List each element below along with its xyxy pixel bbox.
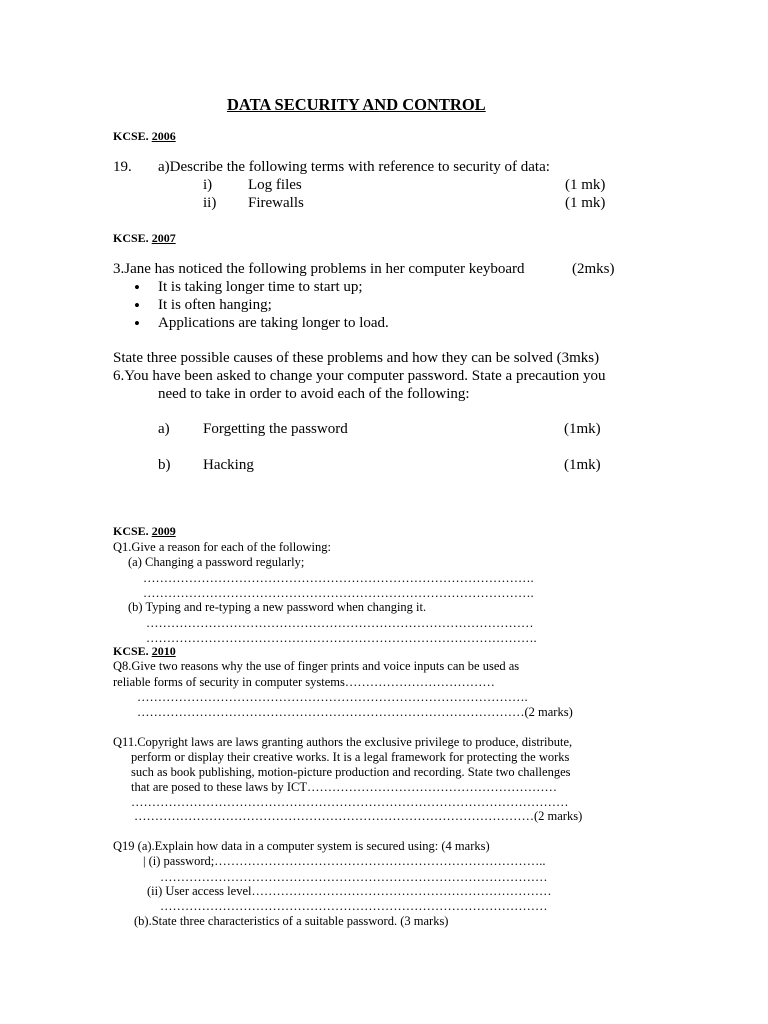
answer-dots: …………………………………………………………………………………(2 marks) [137,705,573,719]
answer-dots: ……………………………………………………………………………………(2 marks) [134,809,583,823]
bullet-item: • Applications are taking longer to load. [158,315,389,332]
question-text: Q8.Give two reasons why the use of finger prints and voice inputs can be used as [113,659,520,673]
question-text: Q11.Copyright laws are laws granting authors the exclusive privilege to produce, distribute, [113,735,573,749]
item-number: ii) [203,195,217,211]
year-heading-2009 [113,524,176,539]
kcse-label: KCSE. [113,524,149,538]
answer-dots: ………………………………………………………………………………… [160,870,548,884]
answer-dots: …………………………………………………………………………………. [137,690,528,704]
answer-dots: …………………………………………………………………………………………… [131,795,569,809]
year-heading-2006 [113,129,176,144]
question-text: Q1.Give a reason for each of the following: [113,540,331,554]
year-value: 2009 [151,524,176,538]
sub-question: (ii) User access level……………………………………………………………… [147,884,552,898]
answer-dots: …………………………………………………………………………………. [143,571,534,585]
item-number: i) [203,177,213,193]
question-text: that are posed to these laws by ICT…………………………………………………… [131,780,557,794]
year-heading-2010 [113,644,176,659]
answer-dots: …………………………………………………………………………………. [143,586,534,600]
sub-question: | (i) password;…………………………………………………………………….. [143,854,546,868]
item-text: Forgetting the password [203,421,348,437]
year-value: 2007 [151,231,176,245]
item-marks: (1 mk) [565,177,606,193]
item-text: Firewalls [248,195,304,211]
kcse-label: KCSE. [113,231,149,245]
question-number: 19. [113,159,132,175]
item-number: a) [158,421,170,437]
year-heading-2007 [113,231,176,246]
question-text: such as book publishing, motion-picture production and recording. State two challenges [131,765,571,779]
question-text: 6.You have been asked to change your computer password. State a precaution you [113,368,606,384]
sub-question: (b).State three characteristics of a suitable password. (3 marks) [134,914,449,928]
item-marks: (1 mk) [565,195,606,211]
question-text: reliable forms of security in computer systems……………………………… [113,675,495,689]
answer-dots: ………………………………………………………………………………… [160,899,548,913]
question-text: State three possible causes of these problems and how they can be solved (3mks) [113,350,600,366]
answer-dots: ………………………………………………………………………………… [146,616,534,630]
question-text: need to take in order to avoid each of the following: [158,386,470,402]
bullet-item: • It is taking longer time to start up; [158,279,363,296]
sub-question: (b) Typing and re-typing a new password when changing it. [128,600,427,614]
kcse-label: KCSE. [113,644,149,658]
item-number: b) [158,457,171,473]
question-text: perform or display their creative works. It is a legal framework for protecting the works [131,750,570,764]
answer-dots: …………………………………………………………………………………. [146,631,537,645]
sub-question: (a) Changing a password regularly; [128,555,305,569]
item-marks: (1mk) [564,421,601,437]
kcse-label: KCSE. [113,129,149,143]
bullet-item: • It is often hanging; [158,297,272,314]
year-value: 2010 [151,644,176,658]
question-text: Q19 (a).Explain how data in a computer system is secured using: (4 marks) [113,839,490,853]
question-marks: (2mks) [572,261,615,277]
question-text: 3.Jane has noticed the following problems in her computer keyboard [113,261,525,277]
page-title: DATA SECURITY AND CONTROL [227,95,486,114]
item-text: Hacking [203,457,254,473]
item-marks: (1mk) [564,457,601,473]
item-text: Log files [248,177,302,193]
year-value: 2006 [151,129,176,143]
question-text: a)Describe the following terms with reference to security of data: [158,159,550,175]
